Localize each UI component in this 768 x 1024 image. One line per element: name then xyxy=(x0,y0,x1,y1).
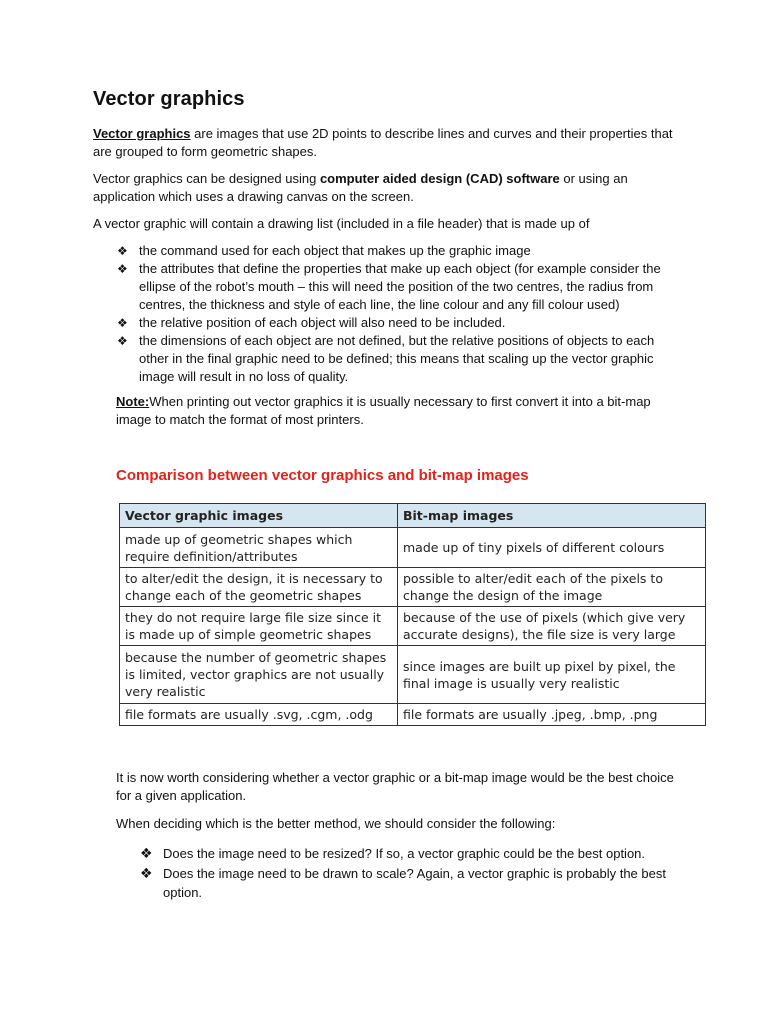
diamond-bullet-icon: ❖ xyxy=(140,865,153,881)
list-item xyxy=(117,242,673,260)
bullet-text: the dimensions of each object are not defined, but the relative positions of objects to each other in the final graphic need to be defined; this means that scaling up the vector graphic image will result in no loss of quality. xyxy=(139,333,655,384)
comparison-heading: Comparison between vector graphics and bit-map images xyxy=(116,467,529,484)
note-label: Note: xyxy=(116,394,150,409)
table-cell-bitmap: possible to alter/edit each of the pixels to change the design of the image xyxy=(398,568,706,607)
bullet-text: the relative position of each object will also need to be included. xyxy=(139,315,506,330)
list-item xyxy=(140,844,680,863)
table-cell-vector: made up of geometric shapes which require definition/attributes xyxy=(120,528,398,568)
design-bold: computer aided design (CAD) software xyxy=(319,171,560,186)
diamond-bullet-icon: ❖ xyxy=(140,845,153,861)
consider-paragraph: It is now worth considering whether a vector graphic or a bit-map image would be the best choice for a given application. xyxy=(116,770,674,803)
design-before: Vector graphics can be designed using xyxy=(93,171,320,186)
diamond-bullet-icon: ❖ xyxy=(117,262,128,276)
table-cell-bitmap: since images are built up pixel by pixel, the final image is usually very realistic xyxy=(398,646,706,704)
intro-paragraph xyxy=(93,125,685,161)
table-cell-vector: to alter/edit the design, it is necessary to change each of the geometric shapes xyxy=(120,568,398,607)
list-item xyxy=(117,260,673,314)
table-cell-vector: they do not require large file size since it is made up of simple geometric shapes xyxy=(120,607,398,646)
table-row xyxy=(120,568,706,607)
diamond-bullet-icon: ❖ xyxy=(117,316,128,330)
table-row xyxy=(120,704,706,726)
list-item xyxy=(140,864,680,902)
design-after: or using an application which uses a drawing canvas on the screen. xyxy=(93,171,628,204)
note-text: When printing out vector graphics it is usually necessary to first convert it into a bit-map image to match the format of most printers. xyxy=(116,394,651,427)
deciding-paragraph: When deciding which is the better method, we should consider the following: xyxy=(116,816,556,831)
table-header-row xyxy=(120,504,706,528)
table-row xyxy=(120,607,706,646)
design-paragraph xyxy=(93,170,685,206)
bullet-text: the command used for each object that makes up the graphic image xyxy=(139,243,531,258)
table-cell-bitmap: made up of tiny pixels of different colours xyxy=(398,528,706,568)
intro-rest: are images that use 2D points to describe lines and curves and their properties that are grouped to form geometric shapes. xyxy=(93,126,673,159)
table-cell-bitmap: because of the use of pixels (which give very accurate designs), the file size is very large xyxy=(398,607,706,646)
drawing-list-bullets xyxy=(117,242,673,386)
intro-term: Vector graphics xyxy=(93,126,191,141)
list-item xyxy=(117,332,673,386)
diamond-bullet-icon: ❖ xyxy=(117,334,128,348)
comparison-table xyxy=(119,503,706,726)
header-vector: Vector graphic images xyxy=(120,504,398,528)
table-cell-vector: because the number of geometric shapes is limited, vector graphics are not usually very realistic xyxy=(120,646,398,704)
bullet-text: the attributes that define the properties that make up each object (for example consider the ellipse of the robot’s mouth – this will need the position of the two centres, the radius from centres, the thickness and style of each line, the line colour and any fill colour used) xyxy=(139,261,661,312)
drawing-list-intro: A vector graphic will contain a drawing list (included in a file header) that is made up of xyxy=(93,216,590,231)
table-row xyxy=(120,646,706,704)
header-bitmap: Bit-map images xyxy=(398,504,706,528)
list-item xyxy=(117,314,673,332)
table-row xyxy=(120,528,706,568)
question-text: Does the image need to be resized? If so, a vector graphic could be the best option. xyxy=(163,846,646,861)
question-text: Does the image need to be drawn to scale? Again, a vector graphic is probably the best option. xyxy=(163,866,666,900)
table-cell-vector: file formats are usually .svg, .cgm, .odg xyxy=(120,704,398,726)
note-paragraph xyxy=(116,393,676,429)
table-cell-bitmap: file formats are usually .jpeg, .bmp, .png xyxy=(398,704,706,726)
diamond-bullet-icon: ❖ xyxy=(117,244,128,258)
page-title: Vector graphics xyxy=(93,88,245,110)
question-bullets xyxy=(140,844,680,903)
